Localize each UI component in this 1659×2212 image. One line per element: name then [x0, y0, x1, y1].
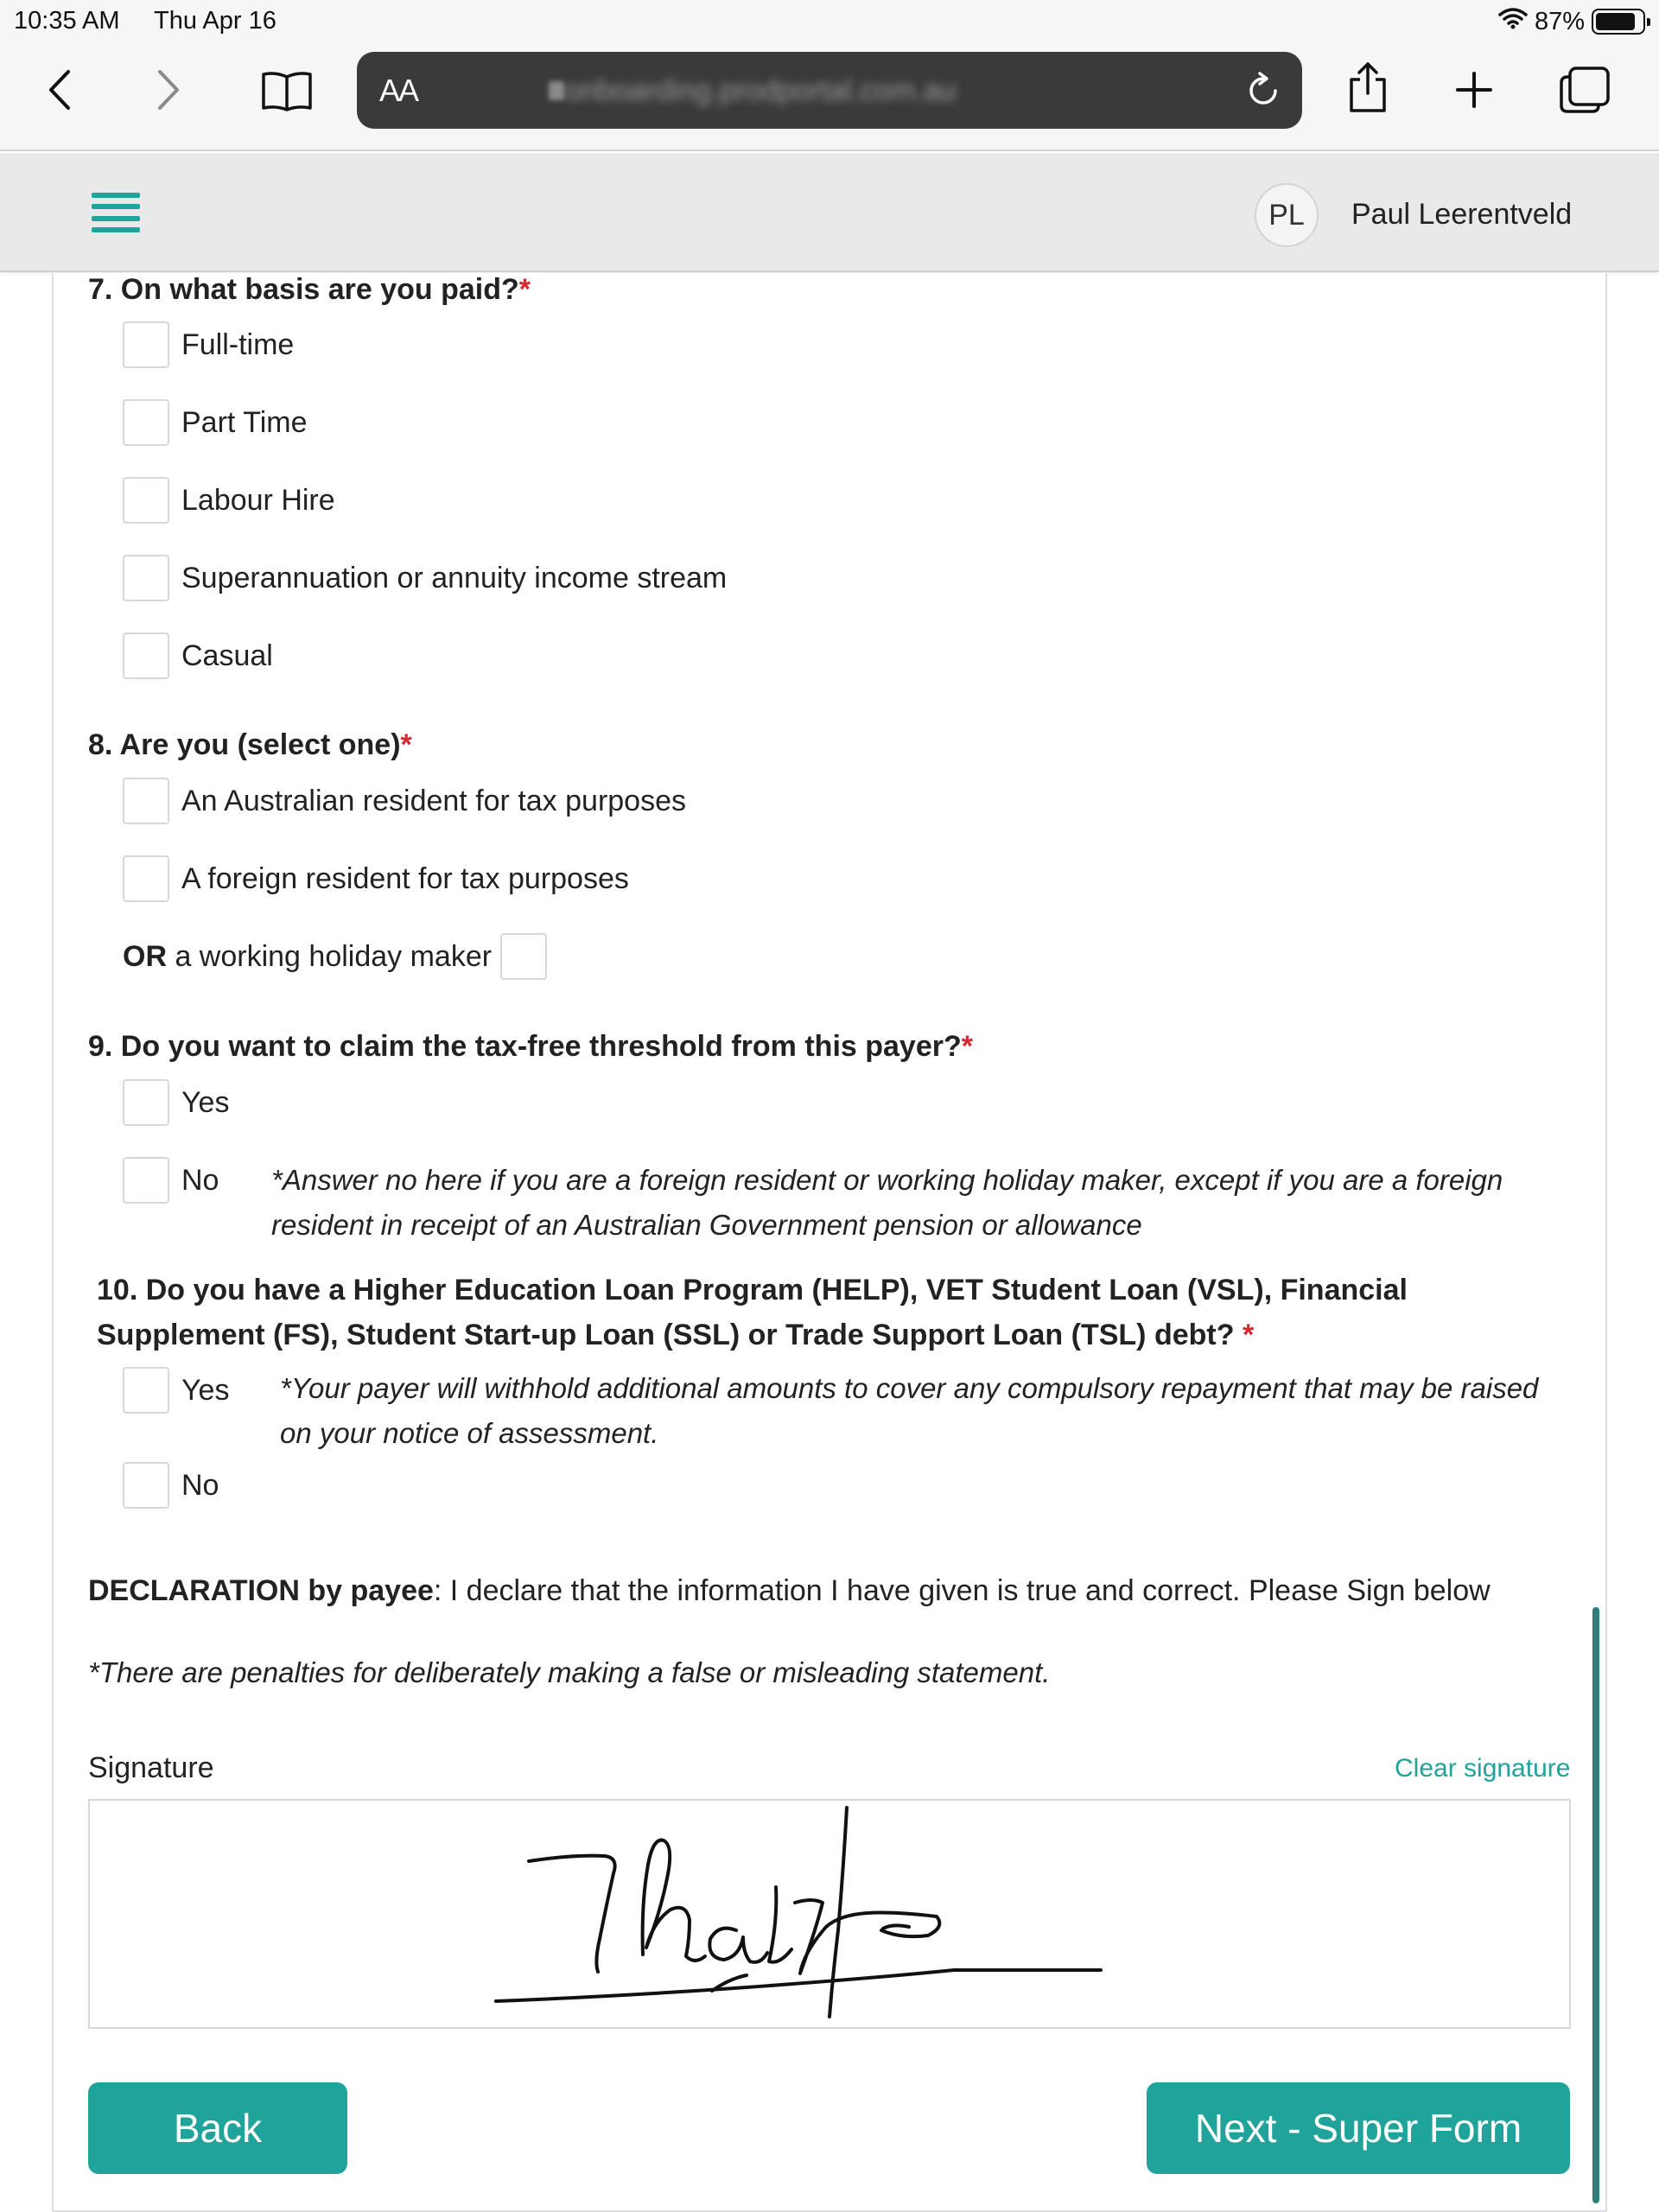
- battery-level: [1596, 13, 1635, 30]
- status-time: 10:35 AM: [14, 7, 120, 35]
- bookmarks-book-icon[interactable]: [257, 67, 316, 114]
- option-label: Labour Hire: [181, 483, 335, 517]
- option-part-time[interactable]: [123, 399, 307, 446]
- option-label: Full-time: [181, 327, 295, 361]
- checkbox[interactable]: [123, 555, 169, 601]
- question-8-title: 8. Are you (select one)*: [88, 728, 412, 761]
- option-label: An Australian resident for tax purposes: [181, 784, 686, 817]
- signature-label: Signature: [88, 1751, 214, 1784]
- question-9-title: 9. Do you want to claim the tax-free threshold from this payer?*: [88, 1030, 973, 1063]
- signature-pad[interactable]: [88, 1799, 1571, 2029]
- option-label: Yes: [181, 1085, 230, 1119]
- question-7-title: 7. On what basis are you paid?*: [88, 273, 531, 306]
- status-date: Thu Apr 16: [154, 7, 276, 35]
- option-label: A foreign resident for tax purposes: [181, 861, 629, 895]
- reload-icon[interactable]: [1240, 67, 1287, 114]
- user-name[interactable]: Paul Leerentveld: [1351, 198, 1573, 231]
- declaration-text: DECLARATION by payee: I declare that the information I have given is true and correct. Please Sign below: [88, 1574, 1491, 1607]
- tabs-overview-icon[interactable]: [1557, 64, 1612, 116]
- required-mark: *: [518, 273, 531, 306]
- url-text[interactable]: onboarding.prodportal.com.au: [564, 74, 957, 107]
- required-mark: *: [1242, 1319, 1255, 1351]
- option-label: Superannuation or annuity income stream: [181, 561, 728, 594]
- battery-percent: 87%: [1534, 7, 1585, 35]
- option-labour-hire[interactable]: [123, 477, 335, 524]
- address-bar[interactable]: [357, 52, 1302, 129]
- wifi-icon: [1498, 7, 1528, 36]
- option-working-holiday-maker[interactable]: [123, 932, 547, 981]
- option-australian-resident[interactable]: [123, 778, 686, 824]
- option-claim-no[interactable]: [123, 1157, 219, 1204]
- penalty-note: *There are penalties for deliberately making a false or misleading statement.: [88, 1656, 1051, 1688]
- scrollbar[interactable]: [1592, 1607, 1599, 2203]
- new-tab-plus-icon[interactable]: [1452, 67, 1497, 112]
- browser-toolbar: [0, 43, 1659, 151]
- required-mark: *: [961, 1030, 973, 1063]
- clear-signature-link[interactable]: Clear signature: [1395, 1754, 1571, 1783]
- option-label: No: [181, 1163, 219, 1197]
- required-mark: *: [400, 728, 412, 761]
- option-label: Yes: [181, 1373, 230, 1407]
- status-bar: [0, 0, 1659, 43]
- checkbox[interactable]: [500, 933, 547, 980]
- option-superannuation[interactable]: [123, 555, 727, 601]
- option-label: Casual: [181, 639, 273, 672]
- checkbox[interactable]: [123, 477, 169, 524]
- signature-stroke-image: [90, 1801, 1573, 2031]
- option-label: Part Time: [181, 405, 308, 439]
- status-indicators: [1498, 7, 1645, 36]
- tax-free-threshold-note: *Answer no here if you are a foreign resident or working holiday maker, except if you are a foreign resident in receipt of an Australian Government pension or allowance: [271, 1164, 1503, 1241]
- checkbox[interactable]: [123, 321, 169, 368]
- lock-icon: [549, 81, 564, 100]
- app-header: [0, 153, 1659, 272]
- checkbox[interactable]: [123, 1462, 169, 1509]
- next-super-form-button[interactable]: Next - Super Form: [1147, 2082, 1570, 2174]
- option-loan-yes[interactable]: [123, 1367, 229, 1414]
- checkbox[interactable]: [123, 855, 169, 902]
- forward-chevron-icon[interactable]: [147, 67, 190, 112]
- option-claim-yes[interactable]: [123, 1079, 229, 1126]
- text-size-button[interactable]: AA: [379, 73, 418, 108]
- checkbox[interactable]: [123, 1157, 169, 1204]
- share-icon[interactable]: [1344, 59, 1392, 116]
- battery-icon: [1592, 9, 1645, 35]
- question-10-title: 10. Do you have a Higher Education Loan Program (HELP), VET Student Loan (VSL), Financial Supplement (FS), Student Start-up Loan (SSL) or Trade Support Loan (TSL) debt? *: [97, 1274, 1408, 1351]
- option-foreign-resident[interactable]: [123, 855, 629, 902]
- menu-hamburger-icon[interactable]: [92, 193, 140, 232]
- back-chevron-icon[interactable]: [38, 67, 81, 112]
- avatar[interactable]: PL: [1255, 183, 1319, 247]
- option-loan-no[interactable]: [123, 1462, 219, 1509]
- option-full-time[interactable]: [123, 321, 294, 368]
- checkbox[interactable]: [123, 778, 169, 824]
- checkbox[interactable]: [123, 632, 169, 679]
- option-label: OR a working holiday maker: [123, 939, 493, 973]
- checkbox[interactable]: [123, 1367, 169, 1414]
- checkbox[interactable]: [123, 1079, 169, 1126]
- back-button[interactable]: Back: [88, 2082, 347, 2174]
- option-casual[interactable]: [123, 632, 273, 679]
- checkbox[interactable]: [123, 399, 169, 446]
- option-label: No: [181, 1468, 219, 1502]
- loan-repayment-note: *Your payer will withhold additional amounts to cover any compulsory repayment that may be raised on your notice of assessment.: [280, 1372, 1539, 1449]
